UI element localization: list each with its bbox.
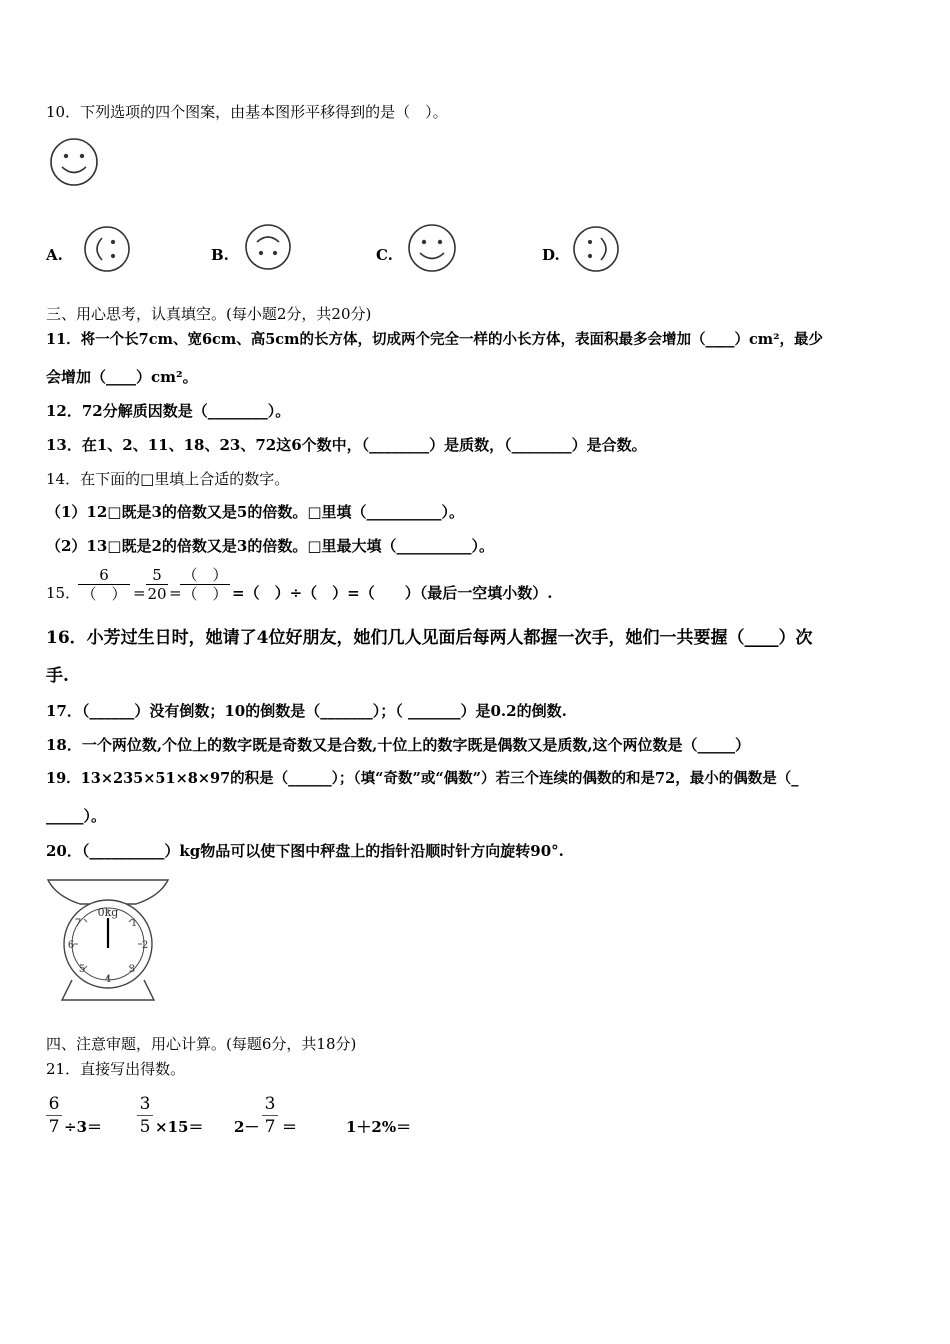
option-c-label: C. (376, 246, 393, 264)
q11-line1: 11．将一个长7cm、宽6cm、高5cm的长方体，切成两个完全一样的小长方体，表面积最多会增加（____）cm²，最少 (46, 331, 823, 348)
smiley-rotated-right-icon[interactable] (571, 224, 621, 274)
dial-number: 5 (78, 964, 86, 975)
q21-item2-denominator: 5 (139, 1117, 151, 1137)
q15-fraction-3 (180, 566, 230, 603)
q21-item1-fraction (46, 1093, 62, 1138)
q21-item2-numerator: 3 (137, 1093, 153, 1116)
q21-stem: 21．直接写出得数。 (46, 1060, 186, 1078)
q15-frac3-numerator: （ ） (180, 566, 230, 585)
option-b-label: B. (211, 246, 229, 264)
q15-frac2-denominator: 20 (147, 585, 167, 603)
q15-eq2: = (169, 584, 182, 602)
dial-number: 2 (141, 940, 149, 951)
kitchen-scale-icon (46, 876, 170, 1004)
smiley-translated-icon[interactable] (406, 222, 458, 274)
q13: 13．在1、2、11、18、23、72这6个数中，（________）是质数，（________）是合数。 (46, 436, 647, 454)
dial-number: 7 (74, 918, 82, 929)
q21-item3-prefix: 2－ (234, 1118, 260, 1136)
dial-number: 6 (67, 940, 75, 951)
q15-tail: =（ ）÷（ ）=（ ）（最后一空填小数）. (232, 584, 553, 602)
q14-part2: （2）13□既是2的倍数又是3的倍数。□里最大填（__________）。 (46, 537, 495, 555)
q18: 18．一个两位数,个位上的数字既是奇数又是合数,十位上的数字既是偶数又是质数,这个两位数是（_____） (46, 736, 751, 754)
q16-line2: 手. (46, 666, 69, 686)
q15-fraction-2 (146, 566, 168, 603)
q15-frac1-denominator: （ ） (81, 585, 127, 603)
q20: 20．（__________）kg物品可以使下图中秤盘上的指针沿顺时针方向旋转90°. (46, 842, 564, 860)
option-d-label: D. (542, 246, 560, 264)
q21-item4: 1＋2%＝ (346, 1118, 412, 1136)
q21-item3-op: ＝ (282, 1118, 298, 1136)
q15-frac2-numerator: 5 (146, 566, 168, 585)
dial-number: 3 (128, 964, 136, 975)
q14-part1: （1）12□既是3的倍数又是5的倍数。□里填（__________）。 (46, 503, 465, 521)
q10-stem: 10．下列选项的四个图案，由基本图形平移得到的是（ ）。 (46, 103, 448, 121)
smiley-rotated-left-icon[interactable] (82, 224, 132, 274)
scale-zero-label: 0kg (97, 906, 119, 919)
smiley-upside-down-icon[interactable] (243, 222, 293, 272)
section4-heading: 四、注意审题，用心计算。(每题6分，共18分) (46, 1035, 357, 1053)
q21-item1-op: ÷3＝ (64, 1118, 103, 1136)
q21-item3-denominator: 7 (264, 1117, 276, 1137)
q21-item3-fraction (262, 1093, 278, 1138)
smiley-base-icon (48, 136, 100, 188)
q15-fraction-1 (78, 566, 130, 603)
q21-item1-numerator: 6 (46, 1093, 62, 1116)
q17: 17．（______）没有倒数；10的倒数是（_______）；（ _______）是0.2的倒数. (46, 702, 567, 720)
q21-item1-denominator: 7 (48, 1117, 60, 1137)
q15-frac3-denominator: （ ） (182, 585, 228, 603)
q21-item2-fraction (137, 1093, 153, 1138)
q19-line2: _____）。 (46, 807, 107, 825)
dial-number: 1 (130, 918, 138, 929)
q15-eq1: = (133, 584, 146, 602)
q14-stem: 14．在下面的□里填上合适的数字。 (46, 470, 290, 488)
section3-heading: 三、用心思考，认真填空。(每小题2分，共20分) (46, 305, 372, 323)
q21-item3-numerator: 3 (262, 1093, 278, 1116)
q15-frac1-numerator: 6 (78, 566, 130, 585)
q21-item2-op: ×15＝ (155, 1118, 204, 1136)
q15-label: 15． (46, 584, 81, 602)
dial-number: 4 (104, 974, 112, 985)
option-a-label: A. (46, 246, 63, 264)
q19-line1: 19．13×235×51×8×97的积是（______）；（填“奇数”或“偶数”）若三个连续的偶数的和是72，最小的偶数是（_ (46, 770, 799, 787)
q11-line2: 会增加（____）cm²。 (46, 368, 198, 386)
q16-line1: 16．小芳过生日时，她请了4位好朋友，她们几人见面后每两人都握一次手，她们一共要握（____）次 (46, 628, 813, 648)
q12: 12．72分解质因数是（________）。 (46, 402, 291, 420)
